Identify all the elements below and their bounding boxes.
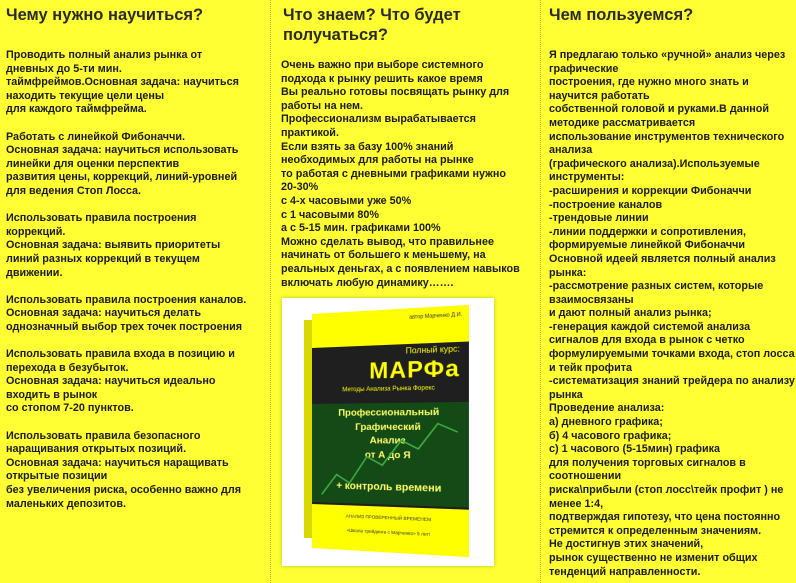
cover-subtitle: Методы Анализа Рынка Форекс: [342, 385, 435, 394]
column-use-heading: Чем пользуемся?: [549, 6, 694, 24]
text-line: однозначный выбор трех точек построения: [6, 320, 243, 333]
column-learn-heading: Чему нужно научиться?: [6, 6, 204, 24]
cover-prof-line: Анализ: [369, 435, 406, 447]
text-line: Основная задача: научиться использовать: [6, 144, 239, 157]
text-line: -расширения и коррекции Фибоначчи: [549, 184, 752, 197]
text-line: Очень важно при выборе системного: [281, 59, 484, 71]
text-line: рынка:: [549, 266, 587, 279]
text-line: Использовать правила построения каналов.: [6, 293, 247, 306]
cover-prof-line: Графический: [355, 421, 421, 433]
text-line: [6, 280, 264, 294]
text-line: то работая с дневными графиками нужно: [281, 167, 506, 180]
text-line: рынка: [549, 388, 583, 401]
text-line: движении.: [6, 266, 63, 279]
column-use: [540, 0, 796, 583]
text-line: Проведение анализа:: [549, 402, 665, 415]
text-line: инструменты:: [549, 171, 625, 184]
text-line: подхода к рынку решить какое время: [281, 72, 483, 85]
text-line: -построение каналов: [549, 198, 663, 211]
text-line: Можно сделать вывод, что правильнее: [281, 235, 494, 248]
text-line: Работать с линейкой Фибоначчи.: [6, 130, 185, 143]
cover-prof-line: Профессиональный: [338, 406, 440, 419]
cover-prof-text: [316, 406, 465, 465]
text-line: линий разных коррекций в текущем: [6, 252, 200, 265]
column-know-heading: [279, 5, 530, 45]
text-line: развития цены, коррекций, линий-уровней: [6, 171, 238, 184]
text-line: 20-30%: [281, 181, 319, 194]
text-line: Я предлагаю только «ручной» анализ через: [549, 49, 786, 61]
text-line: Основной идеей является полный анализ: [549, 252, 776, 265]
text-line: открытые позиции: [6, 470, 108, 483]
text-line: и тейк профита: [549, 361, 633, 374]
text-line: линейки для оценки перспектив: [6, 157, 180, 170]
column-learn-text: [6, 49, 264, 511]
text-line: начинать от большего к меньшему, на: [281, 249, 486, 262]
book-cover: [312, 305, 469, 557]
text-line: необходимых для работы на рынке: [281, 154, 474, 167]
text-line: риска\прибыли (стоп лосс\тейк профит ) не: [549, 484, 784, 496]
text-line: -систематизация знаний трейдера по анализу: [549, 375, 795, 388]
text-line: [6, 199, 264, 213]
text-line: -трендовые линии: [549, 212, 649, 225]
text-line: Вы реально готовы посвящать рынку для: [281, 86, 510, 99]
text-line: тенденций направленности.: [549, 565, 701, 578]
text-line: [6, 416, 264, 430]
text-line: анализа: [549, 144, 593, 157]
text-line: и дают полный анализ рынка;: [549, 307, 712, 320]
text-line: а) дневного графика;: [549, 416, 663, 429]
text-line: сигналов для входа в рынок с четко: [549, 334, 745, 347]
book-cover-image: [282, 298, 494, 566]
text-line: Основная задача: научиться наращивать: [6, 456, 229, 469]
text-line: практикой.: [281, 126, 339, 139]
text-line: включать любую динамику…….: [281, 276, 454, 289]
text-line: (графического анализа).Используемые: [549, 157, 760, 170]
heading-line: получаться?: [283, 26, 388, 44]
column-know-text: [279, 59, 530, 290]
text-line: -линии поддержки и сопротивления,: [549, 225, 747, 238]
text-line: методике рассматривается: [549, 116, 696, 129]
text-line: использование инструментов технического: [549, 130, 785, 143]
text-line: со стопом 7-20 пунктов.: [6, 402, 134, 415]
text-line: Не достигнув этих значений,: [549, 538, 704, 551]
text-line: рынок существенно не изменит общих: [549, 551, 758, 564]
cover-title: МАРФа: [369, 354, 460, 384]
cover-chart-panel: [312, 402, 469, 508]
text-line: наращивания открытых позиций.: [6, 443, 187, 456]
text-line: взаимосвязаны: [549, 293, 634, 306]
text-line: Использовать правила построения: [6, 212, 197, 225]
heading-line: Что знаем? Что будет: [283, 6, 461, 24]
text-line: находить текущие цели цены: [6, 89, 165, 102]
cover-prof-line: от А до Я: [364, 449, 411, 462]
text-line: научится работать: [549, 89, 650, 102]
cover-author: автор Марченко Д.И.: [409, 311, 463, 321]
cover-bottom-band: [312, 504, 469, 557]
text-line: Основная задача: научиться идеально: [6, 375, 216, 388]
text-line: подтверждая гипотезу, что цена постоянно: [549, 511, 781, 524]
cover-top-band: [312, 305, 469, 348]
text-line: работы на нем.: [281, 99, 363, 112]
cover-course: Полный курс:: [405, 344, 460, 356]
text-line: [6, 117, 264, 131]
text-line: стремится к определенным значениям.: [549, 524, 762, 537]
text-line: реальных деньгах, а с появлением навыков: [281, 262, 520, 275]
cover-bottom-line: АНАЛИЗ ПРОВЕРЕННЫЙ ВРЕМЕНЕМ: [345, 513, 432, 523]
column-learn: [0, 0, 270, 583]
text-line: менее 1:4,: [549, 497, 604, 510]
text-line: Профессионализм вырабатывается: [281, 113, 476, 126]
text-line: для ведения Стоп Лосса.: [6, 184, 142, 197]
text-line: Основная задача: научиться делать: [6, 307, 201, 320]
text-line: дневных до 5-ти мин.: [6, 62, 122, 75]
text-line: Использовать правила входа в позицию и: [6, 348, 235, 361]
text-line: соотношении: [549, 470, 622, 483]
text-line: с) 1 часового (5-15мин) графика: [549, 443, 721, 456]
text-line: коррекций.: [6, 225, 66, 238]
text-line: с 1 часовыми 80%: [281, 208, 379, 221]
text-line: для получения торговых сигналов в: [549, 456, 746, 469]
column-use-text: [547, 49, 795, 579]
text-line: Проводить полный анализ рынка от: [6, 49, 203, 61]
text-line: маленьких депозитов.: [6, 497, 126, 510]
text-line: с 4-х часовыми уже 50%: [281, 194, 412, 207]
text-line: а с 5-15 мин. графиками 100%: [281, 222, 441, 235]
text-line: входить в рынок: [6, 388, 98, 401]
text-line: без увеличения риска, особенно важно для: [6, 484, 242, 496]
text-line: Использовать правила безопасного: [6, 429, 201, 442]
text-line: формируемые линейкой Фибоначчи: [549, 239, 746, 252]
text-line: построения, где нужно много знать и: [549, 76, 749, 89]
text-line: формулируемыми точками входа, стоп лосса: [549, 348, 795, 361]
text-line: Если взять за базу 100% знаний: [281, 140, 454, 153]
text-line: перехода в безубыток.: [6, 361, 129, 374]
text-line: для каждого таймфрейма.: [6, 103, 147, 116]
text-line: [6, 334, 264, 348]
cover-plus-text: + контроль времени: [336, 480, 442, 495]
text-line: б) 4 часового графика;: [549, 429, 672, 442]
cover-bottom-line: «Школа трейдинга с Марченко» 5 лет!: [346, 527, 431, 537]
text-line: таймфреймов.Основная задача: научиться: [6, 76, 239, 89]
text-line: графические: [549, 62, 619, 75]
text-line: Основная задача: выявить приоритеты: [6, 239, 221, 252]
text-line: -рассмотрение разных систем, которые: [549, 280, 764, 293]
text-line: собственной головой и руками.В данной: [549, 103, 769, 116]
text-line: -генерация каждой системой анализа: [549, 320, 751, 333]
